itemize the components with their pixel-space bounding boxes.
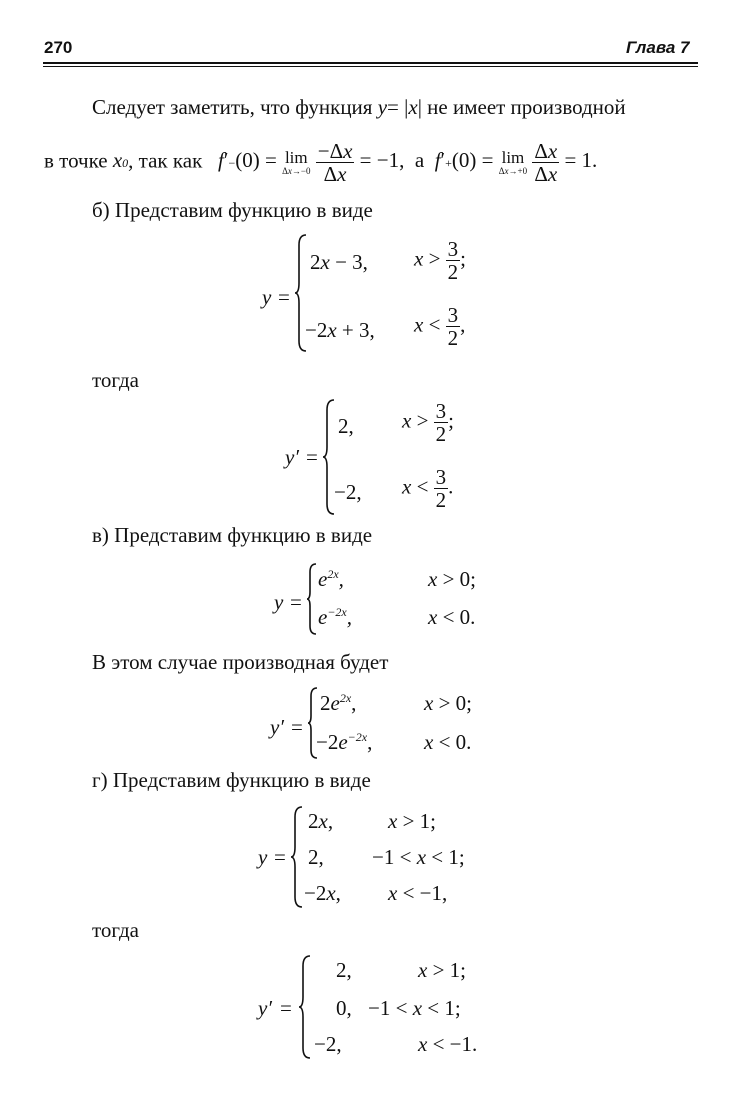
brace-icon [290,805,304,909]
para-text: Следует заметить, что функция [92,95,373,119]
v-after-text: В этом случае производная будет [92,650,389,674]
item-v-heading: в) Представим функцию в виде [92,523,373,547]
formula-x0: x0 [112,148,129,173]
formula-right-derivative: f′+(0) = lim Δx→+0 $\frac{\Delta x}{\Delta x}$ = 1. [434,139,598,187]
para-text: не имеет производной [427,95,626,119]
para-text: , так как [128,148,203,173]
item-g-heading: г) Представим функцию в виде [92,768,371,792]
then-label-2: тогда [92,918,139,942]
chapter-title: Глава 7 [626,38,690,57]
brace-icon [298,954,312,1060]
formula-left-derivative: f′−(0) = lim Δx→−0 $\frac{-\Delta x}{\Delta x}$ = −1, а [218,139,435,187]
header-rule-bottom [43,66,698,67]
then-label-1: тогда [92,368,139,392]
item-b-heading: б) Представим функцию в виде [92,198,373,222]
para-line-1 [92,95,626,120]
header-rule-top [43,62,698,64]
para-text: в точке [44,148,108,173]
brace-icon [306,562,318,636]
formula-abs: y= |x| [377,95,428,119]
para-line-2 [44,140,597,185]
page-number: 270 [44,38,73,57]
